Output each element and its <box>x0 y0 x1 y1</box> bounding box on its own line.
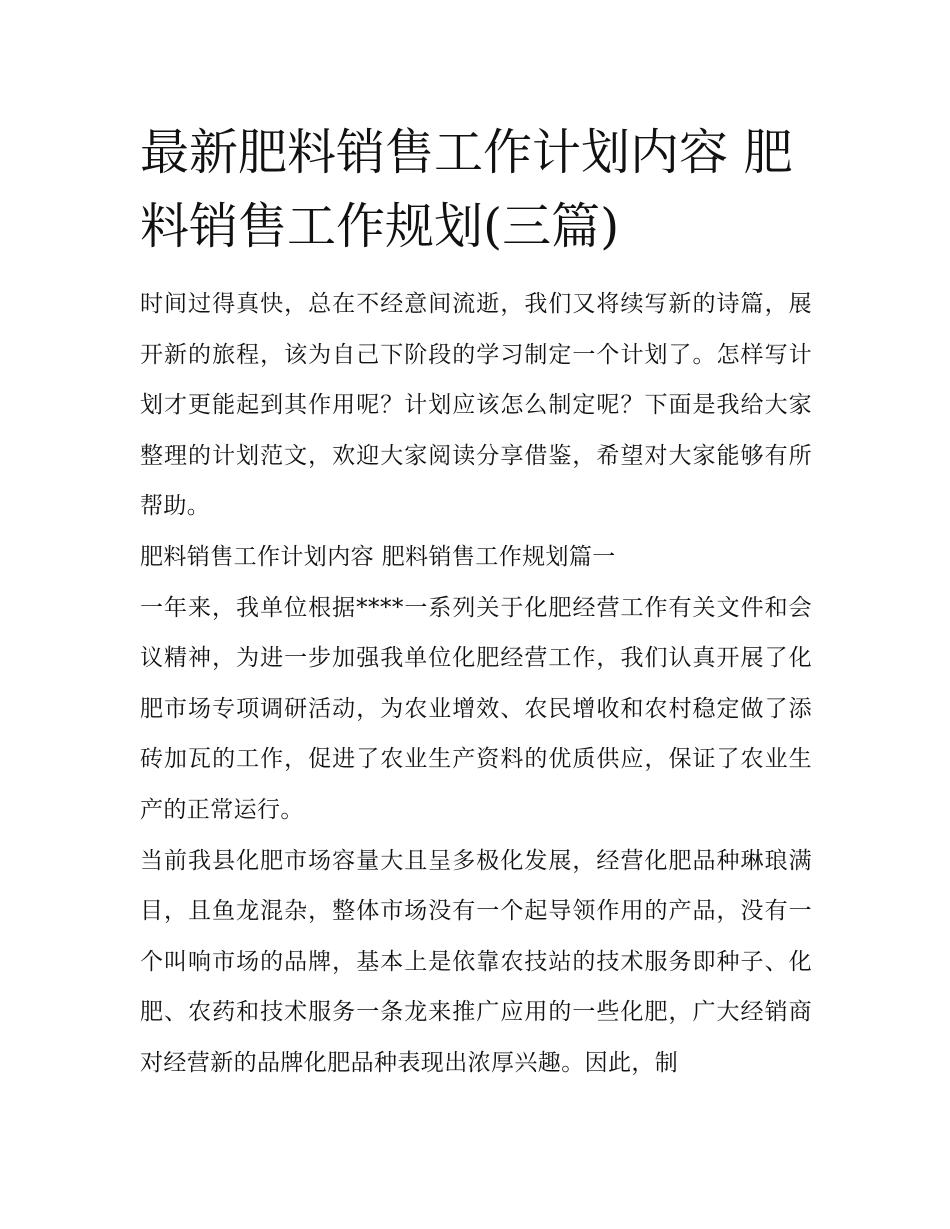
document-body <box>140 279 812 1089</box>
section-heading: 肥料销售工作计划内容 肥料销售工作规划篇一 <box>140 543 616 570</box>
body-paragraph: 一年来，我单位根据****一系列关于化肥经营工作有关文件和会议精神，为进一步加强我单位化肥经营工作，我们认真开展了化肥市场专项调研活动，为农业增效、农民增收和农村稳定做了添砖加瓦的工作，促进了农业生产资料的优质供应，保证了农业生产的正常运行。 <box>140 594 812 823</box>
document-content <box>140 116 812 1089</box>
document-title: 最新肥料销售工作计划内容 肥料销售工作规划(三篇) <box>140 124 793 255</box>
intro-paragraph: 时间过得真快，总在不经意间流逝，我们又将续写新的诗篇，展开新的旅程，该为自己下阶段的学习制定一个计划了。怎样写计划才更能起到其作用呢？计划应该怎么制定呢？下面是我给大家整理的计划范文，欢迎大家阅读分享借鉴，希望对大家能够有所帮助。 <box>140 291 812 520</box>
body-paragraph: 当前我县化肥市场容量大且呈多极化发展，经营化肥品种琳琅满目，且鱼龙混杂，整体市场没有一个起导领作用的产品，没有一个叫响市场的品牌，基本上是依靠农技站的技术服务即种子、化肥、农药和技术服务一条龙来推广应用的一些化肥，广大经销商对经营新的品牌化肥品种表现出浓厚兴趣。因此，制 <box>140 847 812 1076</box>
